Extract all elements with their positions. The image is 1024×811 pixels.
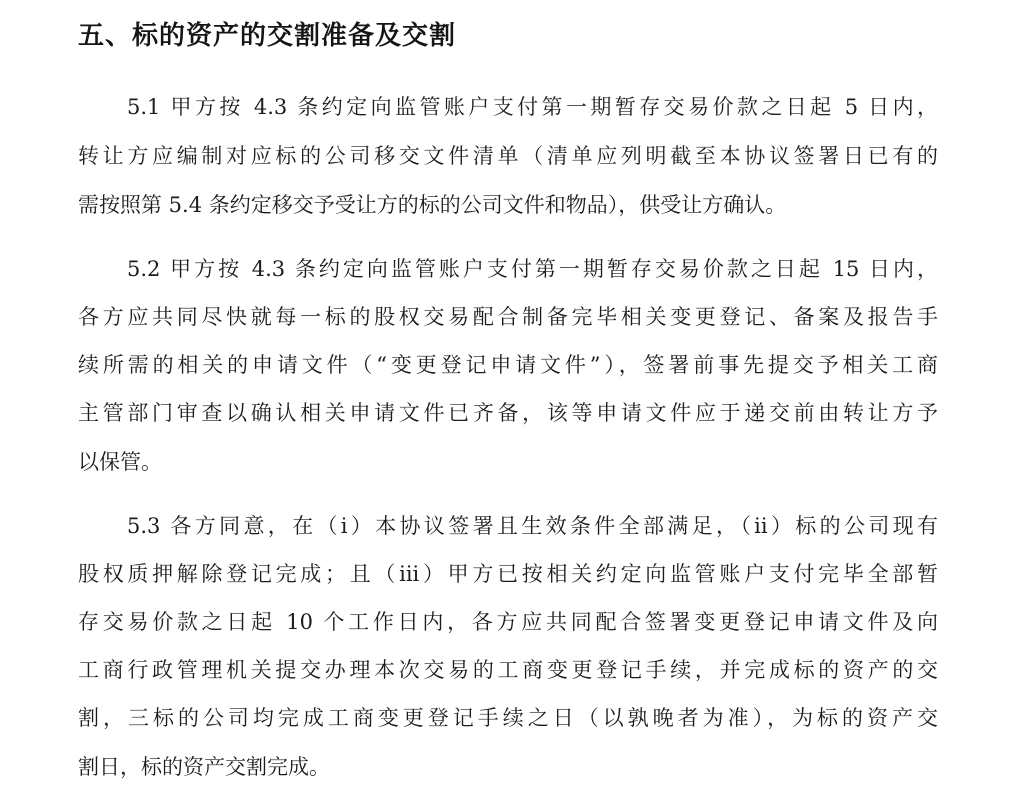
clause-line: 需按照第 5.4 条约定移交予受让方的标的公司文件和物品），供受让方确认。 (78, 193, 787, 217)
clause-line: 各方应共同尽快就每一标的股权交易配合制备完毕相关变更登记、备案及报告手 (78, 305, 938, 329)
clause-line: 割日，标的资产交割完成。 (78, 755, 330, 779)
clause-line: 以保管。 (78, 450, 162, 474)
clause-line: 存交易价款之日起 10 个工作日内，各方应共同配合签署变更登记申请文件及向 (78, 610, 938, 634)
clause-line: 股权质押解除登记完成；且（iii）甲方已按相关约定向监管账户支付完毕全部暂 (78, 562, 938, 586)
clause-line: 割，三标的公司均完成工商变更登记手续之日（以孰晚者为准），为标的资产交 (78, 706, 938, 730)
clause-line: 5.3 各方同意，在（i）本协议签署且生效条件全部满足，（ii）标的公司现有 (127, 514, 938, 538)
section-heading: 五、标的资产的交割准备及交割 (78, 21, 457, 51)
clause-line: 转让方应编制对应标的公司移交文件清单（清单应列明截至本协议签署日已有的 (78, 144, 938, 168)
clause-line: 5.2 甲方按 4.3 条约定向监管账户支付第一期暂存交易价款之日起 15 日内， (127, 257, 938, 281)
clause-line: 主管部门审查以确认相关申请文件已齐备，该等申请文件应于递交前由转让方予 (78, 401, 938, 425)
clause-line: 5.1 甲方按 4.3 条约定向监管账户支付第一期暂存交易价款之日起 5 日内， (127, 95, 938, 119)
clause-line: 续所需的相关的申请文件（“变更登记申请文件”），签署前事先提交予相关工商 (78, 353, 938, 377)
clause-line: 工商行政管理机关提交办理本次交易的工商变更登记手续，并完成标的资产的交 (78, 658, 938, 682)
